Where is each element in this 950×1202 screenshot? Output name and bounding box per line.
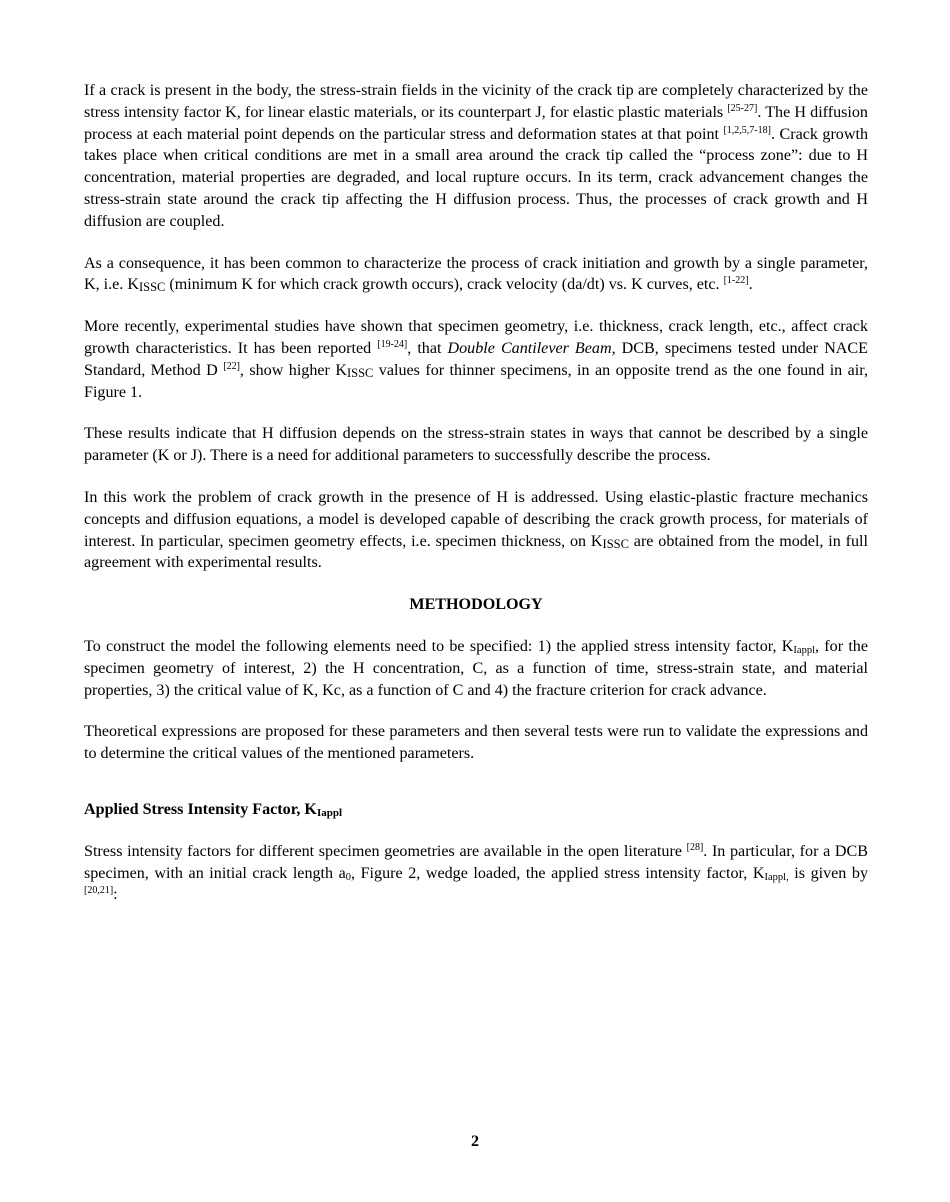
text: . In particular, for a DCB specimen, with an initial crack length a [84,842,868,882]
citation: [19-24] [377,338,408,350]
text: are obtained from the model, in full agreement with experimental results. [84,532,869,572]
text: , for the specimen geometry of interest, 2) the H concentration, C, as a function of time, stress-strain state, and material properties, 3) the critical value of K, Kc, as a function of C and 4) the fracture criterion for crack advance. [84,637,868,699]
paragraph-dcb-sif [84,841,868,906]
text: In this work the problem of crack growth in the presence of H is addressed. Using elastic-plastic fracture mechanics concepts and diffusion equations, a model is developed capable of describing the crack growth process, for materials of interest. In particular, specimen geometry effects, i.e. specimen thickness, on K [84,488,868,550]
paragraph-this-work [84,487,868,574]
subscript: Iappl [793,644,815,656]
citation: [22] [223,360,240,372]
citation: [20,21] [84,885,114,897]
text: . The H diffusion process at each material point depends on the particular stress and deformation states at that point [84,103,868,143]
subscript: 0 [345,871,352,883]
subscript: ISSC [602,536,629,551]
citation: [1,2,5,7-18] [723,124,771,136]
text: is given by [788,864,868,882]
citation: [28] [686,841,704,853]
text: More recently, experimental studies have shown that specimen geometry, i.e. thickness, crack length, etc., affect crack growth characteristics. It has been reported [84,318,868,357]
page-body [84,80,868,926]
text: Stress intensity factors for different specimen geometries are available in the open literature [84,842,687,860]
paragraph-theoretical-expressions: Theoretical expressions are proposed for these parameters and then several tests were run to validate the expressions and to determine the critical values of the mentioned parameters. [84,723,868,763]
text: : [113,886,118,904]
citation: [25-27] [727,102,758,114]
paragraph-specimen-geometry [84,316,868,403]
text: . Crack growth takes place when critical conditions are met in a small area around the crack tip called the “process zone”: due to H concentration, material properties are degraded, and local rupture occurs. In its term, crack advancement changes the stress-strain state around the crack tip affecting the H diffusion process. Thus, the processes of crack growth and H diffusion are coupled. [84,125,868,230]
paragraph-results: These results indicate that H diffusion depends on the stress-strain states in ways that cannot be described by a single parameter (K or J). There is a need for additional parameters to successfully describe the process. [84,425,868,465]
subscript: Iappl, [764,871,789,883]
text: , Figure 2, wedge loaded, the applied stress intensity factor, K [351,864,765,882]
subscript: ISSC [346,365,374,380]
citation: [1-22] [723,275,749,287]
text: Applied Stress Intensity Factor, K [84,800,317,818]
text: , show higher K [239,361,347,379]
section-heading-methodology: METHODOLOGY [409,596,543,614]
text: . [748,276,753,294]
subsection-heading-applied-sif [84,799,868,821]
text: To construct the model the following elements need to be specified: 1) the applied stress intensity factor, K [84,637,794,655]
paragraph-crack-tip-fields [84,80,868,233]
text: As a consequence, it has been common to characterize the process of crack initiation and growth by a single parameter, K, i.e. K [84,254,868,294]
subscript: ISSC [138,280,166,295]
emphasis: Double Cantilever Beam [447,339,612,357]
paragraph-single-parameter [84,253,868,297]
text: , DCB, specimens tested under NACE Standard, Method D [84,339,868,379]
text: , that [407,339,448,357]
text: If a crack is present in the body, the stress-strain fields in the vicinity of the crack tip are completely characterized by the stress intensity factor K, for linear elastic materials, or its counterpart J, for elastic plastic materials [84,82,868,121]
text: (minimum K for which crack growth occurs), crack velocity (da/dt) vs. K curves, etc. [165,276,724,294]
subscript: Iappl [316,806,343,819]
page-number: 2 [471,1133,479,1150]
text: values for thinner specimens, in an opposite trend as the one found in air, Figure 1. [84,361,868,401]
paragraph-model-elements [84,636,868,701]
